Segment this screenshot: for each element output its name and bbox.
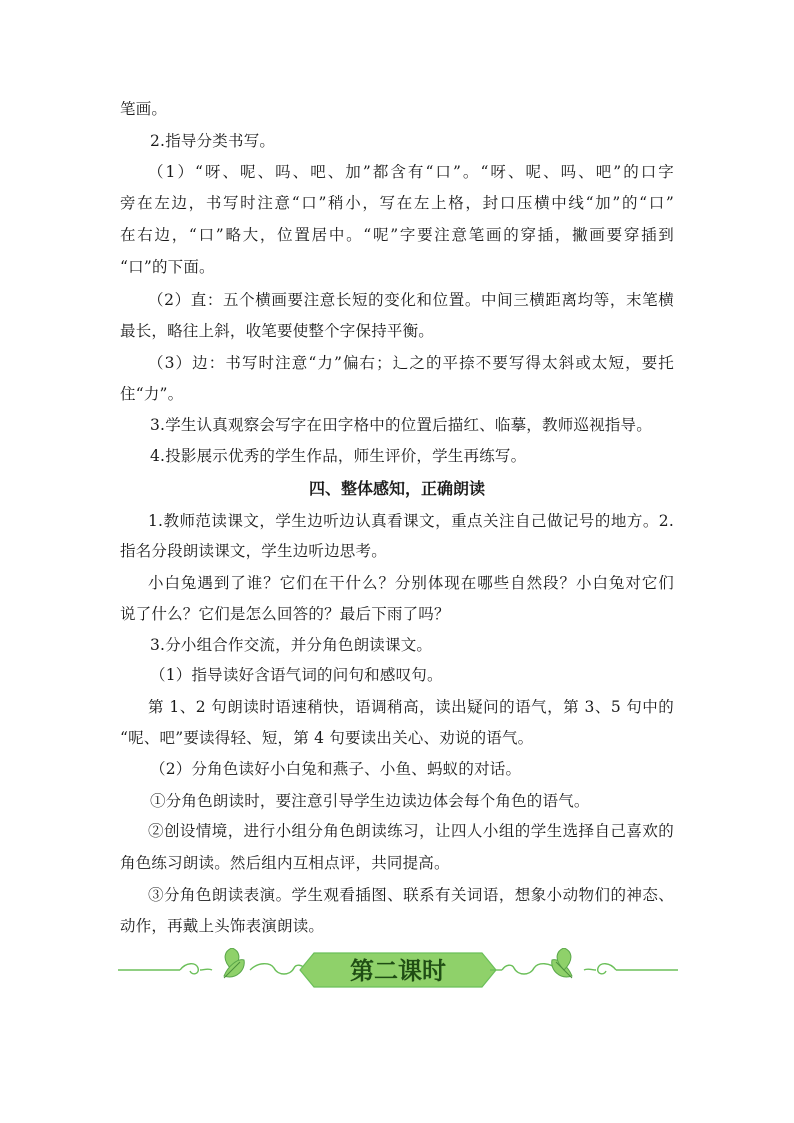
paragraph-line: （2）分角色读好小白兔和燕子、小鱼、蚂蚁的对话。: [150, 760, 522, 778]
paragraph-line: 说了什么？它们是怎么回答的？最后下雨了吗？: [120, 605, 450, 623]
paragraph-line: “口”的下面。: [120, 258, 215, 276]
paragraph-line: ③分角色朗读表演。学生观看插图、联系有关词语，想象小动物们的神态、: [148, 886, 674, 904]
paragraph-line: 角色练习朗读。然后组内互相点评，共同提高。: [120, 854, 450, 872]
lesson-divider-banner: [118, 948, 678, 992]
paragraph-line: 最长，略往上斜，收笔要使整个字保持平衡。: [120, 322, 435, 340]
leaf-icon: [552, 948, 572, 978]
paragraph-line: 旁在左边，书写时注意“口”稍小，写在左上格，封口压横中线“加”的“口”: [120, 194, 674, 212]
paragraph-line: （3）边：书写时注意“力”偏右；辶之的平捺不要写得太斜或太短，要托: [148, 354, 674, 372]
paragraph-line: （2）直：五个横画要注意长短的变化和位置。中间三横距离均等，末笔横: [148, 291, 674, 309]
lesson-title: 第二课时: [350, 956, 446, 985]
paragraph-line: （1）“呀、呢、吗、吧、加”都含有“口”。“呀、呢、吗、吧”的口字: [148, 163, 674, 181]
paragraph-line: 第 1、2 句朗读时语速稍快，语调稍高，读出疑问的语气，第 3、5 句中的: [148, 698, 674, 716]
paragraph-line: 指名分段朗读课文，学生边听边思考。: [120, 542, 387, 560]
paragraph-line: 3.分小组合作交流，并分角色朗读课文。: [150, 636, 433, 654]
paragraph-line: 小白兔遇到了谁？它们在干什么？分别体现在哪些自然段？小白兔对它们: [148, 574, 674, 592]
leaf-icon: [224, 948, 244, 992]
left-flourish-icon: [180, 964, 212, 974]
right-swirl-icon: [490, 964, 558, 974]
right-flourish-icon: [584, 964, 616, 974]
paragraph-line: （1）指导读好含语气词的问句和感叹句。: [150, 666, 443, 684]
paragraph-line: ②创设情境，进行小组分角色朗读练习，让四人小组的学生选择自己喜欢的: [148, 822, 674, 840]
paragraph-line: 3.学生认真观察会写字在田字格中的位置后描红、临摹，教师巡视指导。: [150, 416, 652, 434]
paragraph-line: 住“力”。: [120, 385, 184, 403]
paragraph-line: 在右边，“口”略大，位置居中。“呢”字要注意笔画的穿插，撇画要穿插到: [120, 226, 674, 244]
paragraph-line: ①分角色朗读时，要注意引导学生边读边体会每个角色的语气。: [150, 792, 590, 810]
paragraph-line: 4.投影展示优秀的学生作品，师生评价，学生再练写。: [150, 447, 527, 465]
paragraph-line: “呢、吧”要读得轻、短，第 4 句要读出关心、劝说的语气。: [120, 729, 534, 747]
paragraph-line: 笔画。: [120, 100, 168, 118]
paragraph-line: 1.教师范读课文，学生边听边认真看课文，重点关注自己做记号的地方。2.: [148, 512, 674, 530]
section-heading: 四、整体感知，正确朗读: [308, 479, 485, 498]
paragraph-line: 动作，再戴上头饰表演朗读。: [120, 917, 325, 935]
paragraph-line: 2.指导分类书写。: [150, 132, 276, 150]
